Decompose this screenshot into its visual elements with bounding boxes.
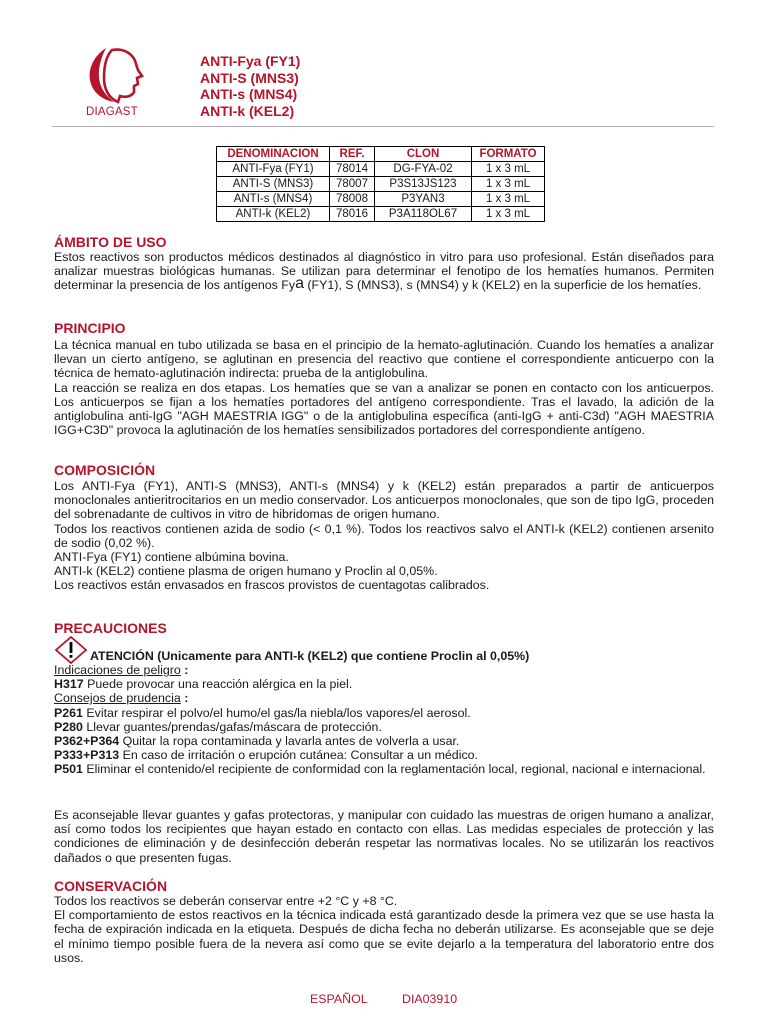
table-cell: 1 x 3 mL bbox=[472, 192, 545, 207]
conservacion-text bbox=[54, 894, 714, 965]
advice-p280 bbox=[54, 720, 714, 734]
reference-table bbox=[216, 146, 545, 222]
section-heading-principio: PRINCIPIO bbox=[54, 320, 126, 336]
table-cell: 1 x 3 mL bbox=[472, 177, 545, 192]
ambito-paragraph bbox=[54, 250, 714, 293]
composicion-paragraph-1: Los ANTI-Fya (FY1), ANTI-S (MNS3), ANTI-s (MNS4) y k (KEL2) están preparados a partir de anticuerpos monoclonales antieritrocitarios en un medio conservador. Los anticuerpos monoclonales, que son de tipo IgG, proceden del sobrenadante de cultivos in vitro de hibridomas de origen humano. bbox=[54, 479, 714, 522]
ambito-text-b: (FY1), S (MNS3), s (MNS4) y k (KEL2) en la superficie de los hematíes. bbox=[303, 278, 702, 293]
footer-language: ESPAÑOL bbox=[310, 992, 368, 1006]
table-cell: 78007 bbox=[330, 177, 375, 192]
advice-label-line bbox=[54, 691, 714, 705]
table-cell: 1 x 3 mL bbox=[472, 207, 545, 222]
table-cell: DG-FYA-02 bbox=[375, 162, 472, 177]
section-heading-composicion: COMPOSICIÓN bbox=[54, 462, 156, 478]
composicion-paragraph-2: Todos los reactivos contienen azida de sodio (< 0,1 %). Todos los reactivos salvo el ANTI-k (KEL2) contienen arsenito de sodio (0,02 %). bbox=[54, 521, 714, 550]
table-cell: ANTI-s (MNS4) bbox=[217, 192, 330, 207]
column-header: CLON bbox=[375, 147, 472, 162]
advice-text: Evitar respirar el polvo/el humo/el gas/la niebla/los vapores/el aerosol. bbox=[82, 705, 471, 720]
advice-colon: : bbox=[180, 691, 189, 706]
brand-name: DIAGAST bbox=[86, 106, 138, 118]
conservacion-paragraph-2: El comportamiento de estos reactivos en la técnica indicada está garantizado desde la primera vez que se use hasta la fecha de expiración indicada en la etiqueta. Después de dicha fecha no deberán utilizarse. Es aconsejable que se deje el mínimo tiempo posible fuera de la nevera así como que se evite dejarlo a la temperatura del laboratorio entre dos usos. bbox=[54, 908, 714, 965]
table-cell: 78016 bbox=[330, 207, 375, 222]
table-row bbox=[217, 162, 545, 177]
advice-text: Llevar guantes/prendas/gafas/máscara de protección. bbox=[82, 719, 382, 734]
advice-code: P501 bbox=[54, 762, 83, 777]
table-cell: 78008 bbox=[330, 192, 375, 207]
conservacion-paragraph-1: Todos los reactivos se deberán conservar entre +2 °C y +8 °C. bbox=[54, 894, 398, 908]
table-cell: ANTI-k (KEL2) bbox=[217, 207, 330, 222]
table-header-row bbox=[217, 147, 545, 162]
composicion-paragraph-5: Los reactivos están envasados en frascos provistos de cuentagotas calibrados. bbox=[54, 578, 490, 593]
precauciones-text bbox=[54, 663, 714, 777]
advice-code: P280 bbox=[54, 719, 83, 734]
advice-text: Quitar la ropa contaminada y lavarla antes de volverla a usar. bbox=[119, 734, 460, 749]
table-row bbox=[217, 177, 545, 192]
column-header: FORMATO bbox=[472, 147, 545, 162]
table-row bbox=[217, 192, 545, 207]
hazard-colon: : bbox=[180, 663, 189, 677]
table-cell: P3S13JS123 bbox=[375, 177, 472, 192]
section-heading-conservacion: CONSERVACIÓN bbox=[54, 878, 168, 894]
product-titles bbox=[200, 53, 300, 119]
table-cell: 1 x 3 mL bbox=[472, 162, 545, 177]
hazard-h317 bbox=[54, 677, 714, 691]
column-header: REF. bbox=[330, 147, 375, 162]
section-heading-ambito: ÁMBITO DE USO bbox=[54, 234, 167, 250]
product-title: ANTI-s (MNS4) bbox=[200, 86, 298, 102]
composicion-paragraph-4: ANTI-k (KEL2) contiene plasma de origen humano y Proclin al 0,05%. bbox=[54, 564, 438, 579]
table-cell: ANTI-S (MNS3) bbox=[217, 177, 330, 192]
advice-p362 bbox=[54, 734, 714, 748]
product-title: ANTI-S (MNS3) bbox=[200, 69, 299, 86]
hazard-text: Puede provocar una reacción alérgica en la piel. bbox=[83, 677, 353, 692]
advice-code: P362+P364 bbox=[54, 734, 120, 749]
table-cell: 78014 bbox=[330, 162, 375, 177]
footer-document-code: DIA03910 bbox=[402, 992, 458, 1006]
attention-row bbox=[54, 636, 714, 664]
composicion-text bbox=[54, 479, 714, 593]
advice-text: En caso de irritación o erupción cutánea: Consultar a un médico. bbox=[119, 748, 478, 763]
advice-p501 bbox=[54, 762, 714, 776]
product-title: ANTI-k (KEL2) bbox=[200, 102, 295, 119]
advice-text: Eliminar el contenido/el recipiente de conformidad con la reglamentación local, regional, nacional e internacional. bbox=[82, 762, 706, 777]
section-heading-precauciones: PRECAUCIONES bbox=[54, 620, 167, 636]
principio-text bbox=[54, 338, 714, 437]
attention-text: ATENCIÓN (Unicamente para ANTI-k (KEL2) que contiene Proclin al 0,05%) bbox=[90, 649, 530, 663]
advice-code: P333+P313 bbox=[54, 748, 120, 763]
exclamation-hazard-icon bbox=[54, 636, 88, 664]
header-divider bbox=[52, 126, 714, 127]
hazard-label-line bbox=[54, 663, 714, 677]
advice-code: P261 bbox=[54, 705, 83, 720]
hazard-label: Indicaciones de peligro bbox=[54, 663, 181, 677]
principio-paragraph-2: La reacción se realiza en dos etapas. Los hematíes que se van a analizar se ponen en contacto con los anticuerpos. Los anticuerpos se fijan a los hematíes portadores del antígeno correspondiente. Tras el lavado, la adición de la antiglobulina anti-IgG "AGH MAESTRIA IGG" o de la antiglobulina específica (anti-IgG + anti-C3d) "AGH MAESTRIA IGG+C3D" provoca la aglutinación de los hematíes sensibilizados portadores del correspondiente antígeno. bbox=[54, 380, 714, 438]
principio-paragraph-1: La técnica manual en tubo utilizada se basa en el principio de la hemato-aglutinación. Cuando los hematíes a analizar llevan un cierto antígeno, se aglutinan en presencia del reactivo que contiene el correspondiente anticuerpo con la técnica de hemato-aglutinación indirecta: prueba de la antiglobulina. bbox=[54, 338, 714, 381]
ambito-superscript: a bbox=[295, 275, 304, 293]
table-cell: ANTI-Fya (FY1) bbox=[217, 162, 330, 177]
product-title: ANTI-Fya (FY1) bbox=[200, 53, 301, 69]
table-row bbox=[217, 207, 545, 222]
table-cell: P3A118OL67 bbox=[375, 207, 472, 222]
composicion-paragraph-3: ANTI-Fya (FY1) contiene albúmina bovina. bbox=[54, 550, 289, 565]
ambito-text bbox=[54, 250, 714, 293]
precauciones-general bbox=[54, 808, 714, 865]
hazard-code: H317 bbox=[54, 677, 84, 692]
ambito-text-a: Estos reactivos son productos médicos destinados al diagnóstico in vitro para uso profesional. Están diseñados para analizar muestras biológicas humanas. Se utilizan para determinar el fenotipo de los hematíes humanos. Permiten determinar la presencia de los antígenos Fy bbox=[54, 250, 714, 293]
diagast-logo-icon bbox=[84, 42, 154, 108]
advice-p261 bbox=[54, 706, 714, 720]
column-header: DENOMINACION bbox=[217, 147, 330, 162]
advice-label: Consejos de prudencia bbox=[54, 691, 181, 706]
table-cell: P3YAN3 bbox=[375, 192, 472, 207]
advice-p333 bbox=[54, 748, 714, 762]
precauciones-general-paragraph: Es aconsejable llevar guantes y gafas protectoras, y manipular con cuidado las muestras de origen humano a analizar, así como todos los recipientes que hayan estado en contacto con ellas. Las medidas especiales de protección y las condiciones de eliminación y de desinfección deberán respetar las normativas locales. No se utilizarán los reactivos dañados o que presenten fugas. bbox=[54, 808, 714, 865]
